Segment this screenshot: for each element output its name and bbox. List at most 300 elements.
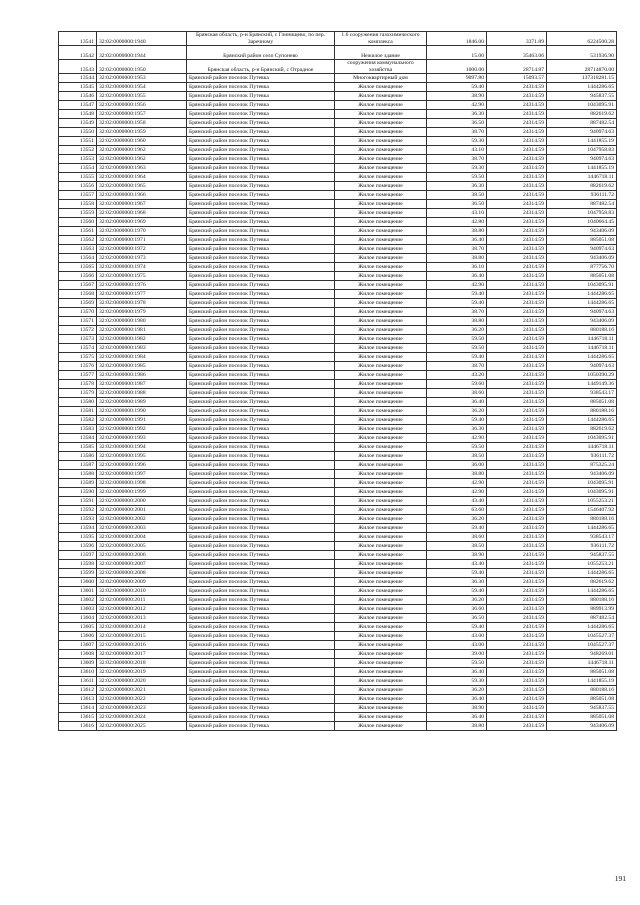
- table-row: [59, 632, 617, 641]
- cadastral-number-cell: 32:02:0000000:1974: [97, 263, 187, 272]
- address-cell: Брянский район поселок Путевка: [187, 398, 335, 407]
- cadastral-number-cell: 32:02:0000000:2014: [97, 623, 187, 632]
- cadastral-number-cell: 32:02:0000000:1987: [97, 380, 187, 389]
- address-cell: Брянский район поселок Путевка: [187, 533, 335, 542]
- address-cell: Брянский район поселок Путевка: [187, 569, 335, 578]
- specific-value-cell: 24314.59: [487, 542, 547, 551]
- cadastral-number-cell: 32:02:0000000:2007: [97, 560, 187, 569]
- address-cell: Брянский район поселок Путевка: [187, 488, 335, 497]
- address-cell: Брянский район поселок Путевка: [187, 443, 335, 452]
- cadastral-value-cell: 885051.08: [547, 236, 617, 245]
- table-row: [59, 272, 617, 281]
- specific-value-cell: 24314.59: [487, 209, 547, 218]
- cadastral-value-cell: 1441855.19: [547, 164, 617, 173]
- table-row: [59, 515, 617, 524]
- row-number-cell: 13552: [59, 146, 97, 155]
- cadastral-value-cell: 940974.63: [547, 245, 617, 254]
- specific-value-cell: 24314.59: [487, 704, 547, 713]
- cadastral-number-cell: 32:02:0000000:1957: [97, 110, 187, 119]
- area-cell: 9097.80: [427, 74, 487, 83]
- table-row: [59, 452, 617, 461]
- row-number-cell: 13594: [59, 524, 97, 533]
- row-number-cell: 13609: [59, 659, 97, 668]
- specific-value-cell: 24314.59: [487, 407, 547, 416]
- area-cell: 36.40: [427, 695, 487, 704]
- specific-value-cell: 24314.59: [487, 569, 547, 578]
- cadastral-value-cell: 1444286.65: [547, 587, 617, 596]
- cadastral-value-cell: 1444286.65: [547, 524, 617, 533]
- specific-value-cell: 24314.59: [487, 299, 547, 308]
- table-row: [59, 443, 617, 452]
- row-number-cell: 13576: [59, 362, 97, 371]
- area-cell: 36.40: [427, 713, 487, 722]
- object-type-cell: Жилое помещение: [335, 722, 427, 731]
- cadastral-value-cell: 880188.16: [547, 407, 617, 416]
- specific-value-cell: 24314.59: [487, 308, 547, 317]
- row-number-cell: 13561: [59, 227, 97, 236]
- row-number-cell: 13571: [59, 317, 97, 326]
- cadastral-value-cell: 1050390.29: [547, 371, 617, 380]
- table-row: [59, 560, 617, 569]
- table-row: [59, 677, 617, 686]
- cadastral-number-cell: 32:02:0000000:1940: [97, 32, 187, 46]
- table-row: [59, 299, 617, 308]
- cadastral-value-cell: 943406.09: [547, 722, 617, 731]
- row-number-cell: 13596: [59, 542, 97, 551]
- cadastral-number-cell: 32:02:0000000:1992: [97, 425, 187, 434]
- cadastral-number-cell: 32:02:0000000:1981: [97, 326, 187, 335]
- row-number-cell: 13565: [59, 263, 97, 272]
- cadastral-value-cell: 887482.54: [547, 614, 617, 623]
- specific-value-cell: 24314.59: [487, 677, 547, 686]
- address-cell: Брянский район поселок Путевка: [187, 524, 335, 533]
- object-type-cell: Жилое помещение: [335, 668, 427, 677]
- row-number-cell: 13557: [59, 191, 97, 200]
- table-row: [59, 263, 617, 272]
- area-cell: 36.50: [427, 200, 487, 209]
- cadastral-value-cell: 1446718.11: [547, 173, 617, 182]
- cadastral-number-cell: 32:02:0000000:1978: [97, 299, 187, 308]
- object-type-cell: Жилое помещение: [335, 713, 427, 722]
- cadastral-value-cell: 1043095.91: [547, 101, 617, 110]
- object-type-cell: Жилое помещение: [335, 173, 427, 182]
- area-cell: 36.40: [427, 236, 487, 245]
- address-cell: Брянский район поселок Путевка: [187, 560, 335, 569]
- cadastral-value-cell: 880188.16: [547, 326, 617, 335]
- cadastral-number-cell: 32:02:0000000:1944: [97, 46, 187, 60]
- object-type-cell: Жилое помещение: [335, 308, 427, 317]
- cadastral-number-cell: 32:02:0000000:1954: [97, 83, 187, 92]
- address-cell: Брянский район поселок Путевка: [187, 272, 335, 281]
- cadastral-number-cell: 32:02:0000000:1982: [97, 335, 187, 344]
- cadastral-value-cell: 1055253.21: [547, 560, 617, 569]
- specific-value-cell: 24314.59: [487, 272, 547, 281]
- cadastral-value-cell: 877756.70: [547, 263, 617, 272]
- row-number-cell: 13601: [59, 587, 97, 596]
- table-row: [59, 425, 617, 434]
- cadastral-number-cell: 32:02:0000000:2025: [97, 722, 187, 731]
- cadastral-value-cell: 6224500.28: [547, 32, 617, 46]
- address-cell: Брянский район поселок Путевка: [187, 659, 335, 668]
- table-row: [59, 704, 617, 713]
- cadastral-value-table: [58, 31, 617, 731]
- area-cell: 38.70: [427, 155, 487, 164]
- row-number-cell: 13548: [59, 110, 97, 119]
- specific-value-cell: 24314.59: [487, 128, 547, 137]
- row-number-cell: 13608: [59, 650, 97, 659]
- specific-value-cell: 24314.59: [487, 668, 547, 677]
- table-row: [59, 623, 617, 632]
- table-row: [59, 335, 617, 344]
- object-type-cell: Жилое помещение: [335, 263, 427, 272]
- row-number-cell: 13612: [59, 686, 97, 695]
- cadastral-number-cell: 32:02:0000000:1975: [97, 272, 187, 281]
- address-cell: Брянский район поселок Путевка: [187, 164, 335, 173]
- address-cell: Брянский район поселок Путевка: [187, 218, 335, 227]
- row-number-cell: 13581: [59, 407, 97, 416]
- object-type-cell: Жилое помещение: [335, 479, 427, 488]
- object-type-cell: Жилое помещение: [335, 362, 427, 371]
- row-number-cell: 13605: [59, 623, 97, 632]
- specific-value-cell: 24314.59: [487, 92, 547, 101]
- address-cell: Брянский район поселок Путевка: [187, 677, 335, 686]
- cadastral-value-cell: 1047958.83: [547, 146, 617, 155]
- specific-value-cell: 24314.59: [487, 470, 547, 479]
- cadastral-number-cell: 32:02:0000000:1971: [97, 236, 187, 245]
- cadastral-number-cell: 32:02:0000000:2013: [97, 614, 187, 623]
- table-row: [59, 605, 617, 614]
- cadastral-number-cell: 32:02:0000000:1973: [97, 254, 187, 263]
- object-type-cell: Жилое помещение: [335, 434, 427, 443]
- table-row: [59, 497, 617, 506]
- cadastral-value-cell: 940974.63: [547, 155, 617, 164]
- cadastral-value-cell: 943406.09: [547, 227, 617, 236]
- address-cell: Брянский район поселок Путевка: [187, 290, 335, 299]
- row-number-cell: 13593: [59, 515, 97, 524]
- table-row: [59, 380, 617, 389]
- table-row: [59, 713, 617, 722]
- area-cell: 36.20: [427, 326, 487, 335]
- cadastral-number-cell: 32:02:0000000:1970: [97, 227, 187, 236]
- cadastral-value-cell: 1446718.11: [547, 335, 617, 344]
- row-number-cell: 13600: [59, 578, 97, 587]
- address-cell: Брянский район поселок Путевка: [187, 281, 335, 290]
- address-cell: Брянский район поселок Путевка: [187, 299, 335, 308]
- area-cell: 36.30: [427, 110, 487, 119]
- table-row: [59, 326, 617, 335]
- area-cell: 36.10: [427, 263, 487, 272]
- row-number-cell: 13615: [59, 713, 97, 722]
- cadastral-number-cell: 32:02:0000000:2008: [97, 569, 187, 578]
- area-cell: 59.30: [427, 677, 487, 686]
- specific-value-cell: 24314.59: [487, 488, 547, 497]
- object-type-cell: Жилое помещение: [335, 335, 427, 344]
- specific-value-cell: 24314.59: [487, 533, 547, 542]
- specific-value-cell: 24314.59: [487, 506, 547, 515]
- table-row: [59, 155, 617, 164]
- specific-value-cell: 24314.59: [487, 596, 547, 605]
- table-row: [59, 371, 617, 380]
- cadastral-number-cell: 32:02:0000000:2001: [97, 506, 187, 515]
- address-cell: Брянский район поселок Путевка: [187, 317, 335, 326]
- table-row: [59, 164, 617, 173]
- area-cell: 1846.00: [427, 32, 487, 46]
- address-cell: Брянский район поселок Путевка: [187, 83, 335, 92]
- cadastral-number-cell: 32:02:0000000:1963: [97, 164, 187, 173]
- table-row: [59, 32, 617, 46]
- row-number-cell: 13585: [59, 443, 97, 452]
- address-cell: Брянский район поселок Путевка: [187, 623, 335, 632]
- cadastral-value-cell: 875325.24: [547, 461, 617, 470]
- cadastral-number-cell: 32:02:0000000:1962: [97, 146, 187, 155]
- address-cell: Брянская область, р-н Брянский, с Глинищево, по пер. Заречному: [187, 32, 335, 46]
- table-row: [59, 254, 617, 263]
- object-type-cell: сооружения коммунального хозяйства: [335, 60, 427, 74]
- cadastral-value-cell: 880188.16: [547, 596, 617, 605]
- object-type-cell: Жилое помещение: [335, 677, 427, 686]
- specific-value-cell: 24314.59: [487, 344, 547, 353]
- table-row: [59, 506, 617, 515]
- specific-value-cell: 24314.59: [487, 380, 547, 389]
- cadastral-number-cell: 32:02:0000000:2023: [97, 704, 187, 713]
- object-type-cell: Жилое помещение: [335, 236, 427, 245]
- area-cell: 38.70: [427, 308, 487, 317]
- object-type-cell: Жилое помещение: [335, 587, 427, 596]
- table-row: [59, 119, 617, 128]
- area-cell: 59.50: [427, 173, 487, 182]
- specific-value-cell: 24314.59: [487, 389, 547, 398]
- cadastral-number-cell: 32:02:0000000:1964: [97, 173, 187, 182]
- cadastral-number-cell: 32:02:0000000:2009: [97, 578, 187, 587]
- specific-value-cell: 15093.57: [487, 74, 547, 83]
- cadastral-number-cell: 32:02:0000000:2012: [97, 605, 187, 614]
- row-number-cell: 13602: [59, 596, 97, 605]
- cadastral-number-cell: 32:02:0000000:1962: [97, 155, 187, 164]
- address-cell: Брянский район поселок Путевка: [187, 641, 335, 650]
- cadastral-number-cell: 32:02:0000000:2021: [97, 686, 187, 695]
- row-number-cell: 13559: [59, 209, 97, 218]
- address-cell: Брянский район поселок Путевка: [187, 452, 335, 461]
- object-type-cell: Нежилое здание: [335, 46, 427, 60]
- specific-value-cell: 24314.59: [487, 137, 547, 146]
- address-cell: Брянский район поселок Путевка: [187, 353, 335, 362]
- address-cell: Брянский район поселок Путевка: [187, 614, 335, 623]
- object-type-cell: Жилое помещение: [335, 146, 427, 155]
- cadastral-value-cell: 1444286.65: [547, 569, 617, 578]
- row-number-cell: 13616: [59, 722, 97, 731]
- address-cell: Брянский район поселок Путевка: [187, 182, 335, 191]
- cadastral-value-cell: 880188.16: [547, 515, 617, 524]
- cadastral-number-cell: 32:02:0000000:1958: [97, 119, 187, 128]
- table-row: [59, 614, 617, 623]
- table-row: [59, 650, 617, 659]
- address-cell: Брянский район поселок Путевка: [187, 110, 335, 119]
- table-row: [59, 389, 617, 398]
- object-type-cell: Жилое помещение: [335, 497, 427, 506]
- address-cell: Брянский район поселок Путевка: [187, 506, 335, 515]
- object-type-cell: Жилое помещение: [335, 470, 427, 479]
- address-cell: Брянский район поселок Путевка: [187, 344, 335, 353]
- table-row: [59, 695, 617, 704]
- object-type-cell: Многоквартирный дом: [335, 74, 427, 83]
- cadastral-value-cell: 945837.55: [547, 92, 617, 101]
- address-cell: Брянский район поселок Путевка: [187, 650, 335, 659]
- specific-value-cell: 24314.59: [487, 434, 547, 443]
- object-type-cell: Жилое помещение: [335, 425, 427, 434]
- specific-value-cell: 24314.59: [487, 551, 547, 560]
- object-type-cell: Жилое помещение: [335, 551, 427, 560]
- area-cell: 42.90: [427, 488, 487, 497]
- row-number-cell: 13551: [59, 137, 97, 146]
- table-row: [59, 60, 617, 74]
- address-cell: Брянский район поселок Путевка: [187, 101, 335, 110]
- table-row: [59, 218, 617, 227]
- specific-value-cell: 24314.59: [487, 353, 547, 362]
- address-cell: Брянский район поселок Путевка: [187, 497, 335, 506]
- cadastral-value-cell: 943406.09: [547, 470, 617, 479]
- area-cell: 36.20: [427, 407, 487, 416]
- row-number-cell: 13550: [59, 128, 97, 137]
- area-cell: 38.50: [427, 542, 487, 551]
- area-cell: 38.90: [427, 704, 487, 713]
- area-cell: 43.40: [427, 497, 487, 506]
- specific-value-cell: 24314.59: [487, 695, 547, 704]
- object-type-cell: Жилое помещение: [335, 578, 427, 587]
- object-type-cell: Жилое помещение: [335, 650, 427, 659]
- area-cell: 38.50: [427, 191, 487, 200]
- object-type-cell: Жилое помещение: [335, 641, 427, 650]
- area-cell: 38.90: [427, 551, 487, 560]
- specific-value-cell: 24314.59: [487, 524, 547, 533]
- address-cell: Брянский район поселок Путевка: [187, 515, 335, 524]
- table-row: [59, 434, 617, 443]
- table-row: [59, 533, 617, 542]
- address-cell: Брянский район поселок Путевка: [187, 254, 335, 263]
- specific-value-cell: 24314.59: [487, 641, 547, 650]
- address-cell: Брянский район поселок Путевка: [187, 335, 335, 344]
- row-number-cell: 13555: [59, 173, 97, 182]
- area-cell: 59.40: [427, 83, 487, 92]
- row-number-cell: 13578: [59, 380, 97, 389]
- cadastral-value-cell: 1446718.11: [547, 344, 617, 353]
- object-type-cell: Жилое помещение: [335, 488, 427, 497]
- object-type-cell: Жилое помещение: [335, 686, 427, 695]
- table-row: [59, 398, 617, 407]
- table-row: [59, 416, 617, 425]
- table-row: [59, 191, 617, 200]
- row-number-cell: 13542: [59, 46, 97, 60]
- object-type-cell: Жилое помещение: [335, 623, 427, 632]
- cadastral-number-cell: 32:02:0000000:2011: [97, 596, 187, 605]
- object-type-cell: Жилое помещение: [335, 560, 427, 569]
- address-cell: Брянский район поселок Путевка: [187, 407, 335, 416]
- row-number-cell: 13595: [59, 533, 97, 542]
- area-cell: 36.30: [427, 425, 487, 434]
- object-type-cell: Жилое помещение: [335, 83, 427, 92]
- row-number-cell: 13549: [59, 119, 97, 128]
- cadastral-value-cell: 1043095.91: [547, 479, 617, 488]
- cadastral-value-cell: 880188.16: [547, 686, 617, 695]
- cadastral-number-cell: 32:02:0000000:1972: [97, 245, 187, 254]
- table-row: [59, 596, 617, 605]
- cadastral-value-cell: 1441855.19: [547, 677, 617, 686]
- area-cell: 59.40: [427, 416, 487, 425]
- specific-value-cell: 24314.59: [487, 227, 547, 236]
- specific-value-cell: 24314.59: [487, 587, 547, 596]
- table-row: [59, 182, 617, 191]
- area-cell: 36.40: [427, 272, 487, 281]
- cadastral-number-cell: 32:02:0000000:1990: [97, 407, 187, 416]
- row-number-cell: 13589: [59, 479, 97, 488]
- table-row: [59, 92, 617, 101]
- cadastral-number-cell: 32:02:0000000:2024: [97, 713, 187, 722]
- object-type-cell: Жилое помещение: [335, 533, 427, 542]
- cadastral-value-cell: 1444286.65: [547, 623, 617, 632]
- object-type-cell: Жилое помещение: [335, 191, 427, 200]
- row-number-cell: 13607: [59, 641, 97, 650]
- row-number-cell: 13577: [59, 371, 97, 380]
- table-row: [59, 659, 617, 668]
- area-cell: 38.60: [427, 533, 487, 542]
- specific-value-cell: 24314.59: [487, 110, 547, 119]
- object-type-cell: Жилое помещение: [335, 443, 427, 452]
- address-cell: Брянский район поселок Путевка: [187, 479, 335, 488]
- cadastral-value-cell: 887482.54: [547, 200, 617, 209]
- row-number-cell: 13566: [59, 272, 97, 281]
- cadastral-number-cell: 32:02:0000000:1967: [97, 200, 187, 209]
- page-number: 191: [614, 874, 626, 883]
- cadastral-value-cell: 943406.09: [547, 254, 617, 263]
- area-cell: 42.90: [427, 101, 487, 110]
- row-number-cell: 13547: [59, 101, 97, 110]
- specific-value-cell: 24314.59: [487, 317, 547, 326]
- object-type-cell: Жилое помещение: [335, 227, 427, 236]
- cadastral-value-cell: 943406.09: [547, 317, 617, 326]
- object-type-cell: Жилое помещение: [335, 416, 427, 425]
- row-number-cell: 13544: [59, 74, 97, 83]
- address-cell: Брянский район поселок Путевка: [187, 389, 335, 398]
- area-cell: 36.50: [427, 119, 487, 128]
- row-number-cell: 13575: [59, 353, 97, 362]
- address-cell: Брянский район поселок Путевка: [187, 209, 335, 218]
- cadastral-value-cell: 945837.55: [547, 551, 617, 560]
- area-cell: 59.30: [427, 137, 487, 146]
- cadastral-value-cell: 1045527.37: [547, 632, 617, 641]
- row-number-cell: 13583: [59, 425, 97, 434]
- cadastral-number-cell: 32:02:0000000:2003: [97, 524, 187, 533]
- area-cell: 36.40: [427, 398, 487, 407]
- area-cell: 42.80: [427, 218, 487, 227]
- table-row: [59, 317, 617, 326]
- cadastral-value-cell: 887482.54: [547, 119, 617, 128]
- cadastral-value-cell: 1045527.37: [547, 641, 617, 650]
- cadastral-value-cell: 885051.08: [547, 713, 617, 722]
- address-cell: Брянский район село Супонево: [187, 46, 335, 60]
- specific-value-cell: 24314.59: [487, 659, 547, 668]
- object-type-cell: Жилое помещение: [335, 371, 427, 380]
- table-row: [59, 551, 617, 560]
- cadastral-value-cell: 948269.01: [547, 650, 617, 659]
- row-number-cell: 13562: [59, 236, 97, 245]
- row-number-cell: 13592: [59, 506, 97, 515]
- cadastral-value-cell: 1055253.21: [547, 497, 617, 506]
- specific-value-cell: 24314.59: [487, 335, 547, 344]
- table-row: [59, 407, 617, 416]
- cadastral-value-cell: 1444286.65: [547, 353, 617, 362]
- specific-value-cell: 24314.59: [487, 119, 547, 128]
- area-cell: 59.50: [427, 335, 487, 344]
- cadastral-value-cell: 940974.63: [547, 308, 617, 317]
